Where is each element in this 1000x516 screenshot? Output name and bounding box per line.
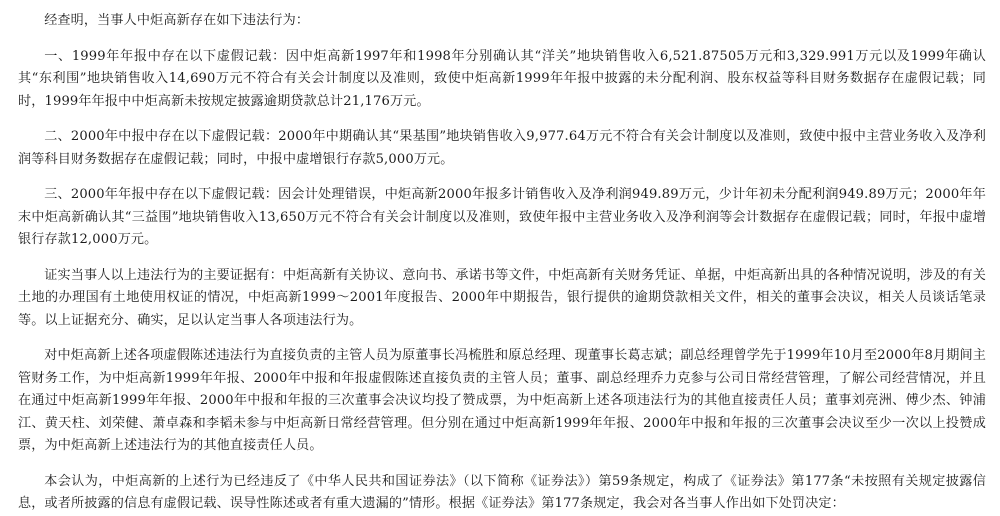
evidence-paragraph: 证实当事人以上违法行为的主要证据有：中炬高新有关协议、意向书、承诺书等文件，中炬高新有关财务凭证、单据，中炬高新出具的各种情况说明，涉及的有关土地的办理国有土地使用权证的情况，中炬高新1999～2001年度报告、2000年中期报告，银行提供的逾期贷款相关文件，相关的董事会决议，相关人员谈话笔录等。以上证据充分、确实，足以认定当事人各项违法行为。 — [18, 267, 986, 328]
intro-paragraph: 经查明，当事人中炬高新存在如下违法行为： — [44, 13, 310, 28]
finding-1999-annual-report: 一、1999年年报中存在以下虚假记载：因中炬高新1997年和1998年分别确认其“洋关”地块销售收入6,521.87505万元和3,329.991万元以及1999年确认其“东利围”地块销售收入14,690万元不符合有关会计制度以及准则，致使中炬高新1999年年报中披露的未分配利润、股东权益等科目财务数据存在虚假记载；同时，1999年年报中中炬高新未按规定披露逾期贷款总计21,176万元。 — [18, 48, 986, 109]
finding-2000-interim-report: 二、2000年中报中存在以下虚假记载：2000年中期确认其“果基围”地块销售收入9,977.64万元不符合有关会计制度以及准则，致使中报中主营业务收入及净利润等科目财务数据存在虚假记载；同时，中报中虚增银行存款5,000万元。 — [18, 129, 986, 167]
finding-2000-annual-report: 三、2000年年报中存在以下虚假记载：因会计处理错误，中炬高新2000年报多计销售收入及净利润949.89万元，少计年初未分配利润949.89万元；2000年年末中炬高新确认其“三益围”地块销售收入13,650万元不符合有关会计制度以及准则，致使年报中主营业务收入及净利润等会计数据存在虚假记载；同时，年报中虚增银行存款12,000万元。 — [18, 187, 986, 247]
decision-paragraph: 本会认为，中炬高新的上述行为已经违反了《中华人民共和国证券法》（以下简称《证券法》）第59条规定，构成了《证券法》第177条“未按照有关规定披露信息，或者所披露的信息有虚假记载、误导性陈述或者有重大遗漏的”情形。根据《证券法》第177条规定，我会对各当事人作出如下处罚决定： — [18, 473, 986, 511]
responsible-persons-paragraph: 对中炬高新上述各项虚假陈述违法行为直接负责的主管人员为原董事长冯梳胜和原总经理、现董事长葛志斌；副总经理曾学先于1999年10月至2000年8月期间主管财务工作，为中炬高新1999年年报、2000年中报和年报虚假陈述直接负责的主管人员；董事、副总经理乔力克参与公司日常经营管理，了解公司经营情况，并且在通过中炬高新1999年年报、2000年中报和年报的三次董事会决议均投了赞成票，为中炬高新上述各项违法行为的其他直接责任人员；董事刘亮洲、傅少杰、钟浦江、黄天柱、刘荣健、萧卓森和李韬未参与中炬高新日常经营管理。但分别在通过中炬高新1999年年报、2000年中报和年报的三次董事会决议至少一次以上投赞成票，为中炬高新上述违法行为的其他直接责任人员。 — [18, 348, 986, 453]
